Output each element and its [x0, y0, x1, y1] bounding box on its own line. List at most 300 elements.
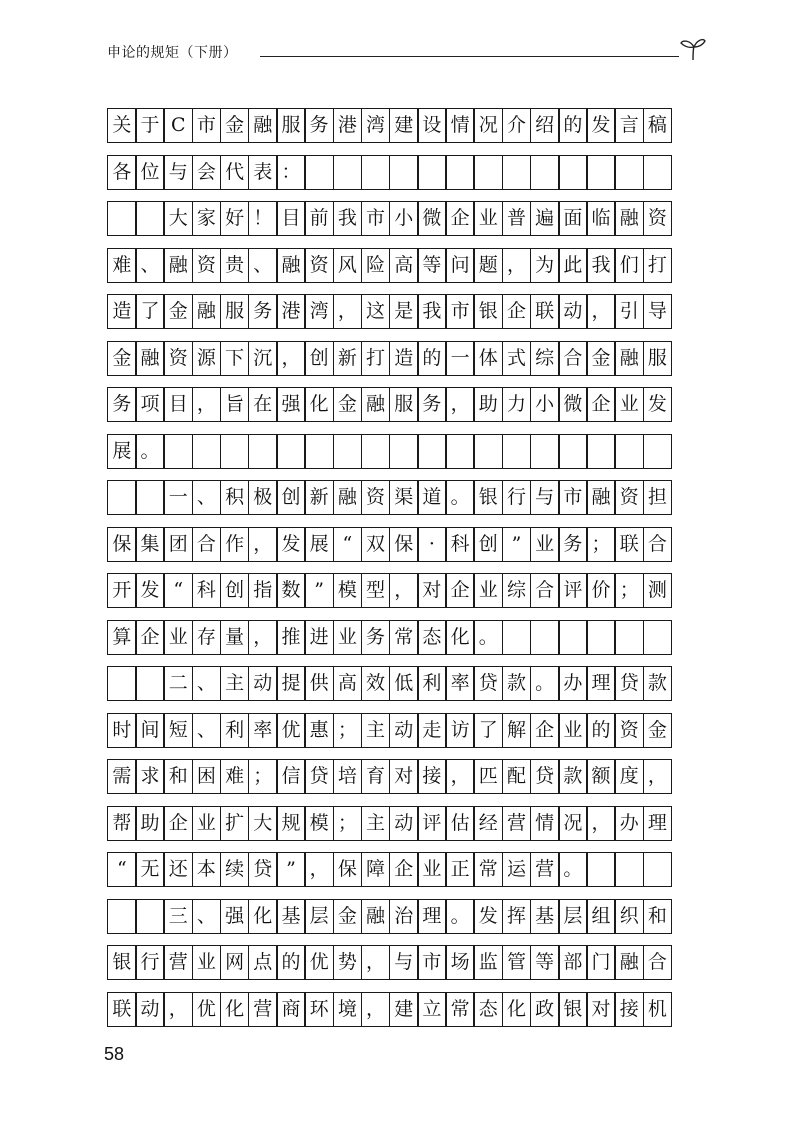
grid-cell: 了	[473, 713, 503, 748]
grid-cell: 双	[361, 527, 391, 562]
grid-cell: 合	[530, 573, 560, 608]
grid-cell: ；	[614, 573, 644, 608]
grid-cell: 对	[417, 573, 447, 608]
grid-cell: 企	[135, 620, 165, 655]
grid-cell: 量	[220, 620, 250, 655]
grid-cell	[304, 434, 334, 469]
grid-cell: 业	[558, 713, 588, 748]
grid-cell: 企	[586, 387, 616, 422]
grid-cell: 化	[445, 620, 475, 655]
grid-cell	[586, 155, 616, 190]
grid-cell: 小	[389, 201, 419, 236]
grid-cell: 与	[530, 480, 560, 515]
grid-cell: 需	[107, 759, 137, 794]
grid-cell: 效	[361, 666, 391, 701]
grid-cell: ，	[445, 387, 475, 422]
grid-row	[107, 201, 701, 238]
grid-cell: ，	[502, 248, 532, 283]
grid-cell: 业	[417, 852, 447, 887]
grid-cell: 新	[333, 341, 363, 376]
grid-cell: 联	[614, 527, 644, 562]
grid-cell: 二	[163, 666, 193, 701]
grid-row	[107, 248, 701, 285]
grid-cell: 渠	[389, 480, 419, 515]
grid-cell: 面	[558, 201, 588, 236]
grid-cell: 港	[276, 294, 306, 329]
grid-cell: 银	[473, 480, 503, 515]
grid-cell: ，	[643, 759, 673, 794]
grid-row	[107, 434, 701, 471]
grid-row	[107, 806, 701, 843]
grid-cell: 扩	[220, 806, 250, 841]
grid-cell: 银	[473, 294, 503, 329]
grid-cell: 融	[248, 108, 278, 143]
grid-cell: 、	[192, 899, 222, 934]
grid-cell: 表	[248, 155, 278, 190]
grid-cell: 进	[304, 620, 334, 655]
grid-cell: 本	[192, 852, 222, 887]
grid-cell: 贷	[530, 759, 560, 794]
grid-cell: 困	[192, 759, 222, 794]
grid-cell: ；	[333, 806, 363, 841]
grid-cell: 贵	[220, 248, 250, 283]
grid-cell: 展	[304, 527, 334, 562]
grid-cell: 门	[586, 945, 616, 980]
grid-cell: 融	[192, 294, 222, 329]
grid-cell: 银	[558, 992, 588, 1027]
grid-cell: 情	[530, 806, 560, 841]
grid-cell	[304, 155, 334, 190]
grid-cell: 言	[614, 108, 644, 143]
grid-cell: 部	[558, 945, 588, 980]
grid-cell	[614, 155, 644, 190]
grid-cell: 信	[276, 759, 306, 794]
grid-cell: 境	[333, 992, 363, 1027]
grid-cell	[389, 155, 419, 190]
grid-cell: 基	[276, 899, 306, 934]
grid-cell: 行	[135, 945, 165, 980]
grid-cell	[361, 155, 391, 190]
grid-cell	[473, 155, 503, 190]
grid-cell: 高	[389, 248, 419, 283]
grid-cell: 金	[333, 899, 363, 934]
grid-cell: 贷	[473, 666, 503, 701]
grid-cell: 创	[220, 573, 250, 608]
grid-cell: 遍	[530, 201, 560, 236]
grid-cell	[248, 434, 278, 469]
grid-cell: 建	[389, 992, 419, 1027]
grid-cell: ，	[361, 992, 391, 1027]
grid-cell	[135, 899, 165, 934]
grid-cell: 综	[530, 341, 560, 376]
grid-cell	[445, 155, 475, 190]
grid-cell: 化	[220, 992, 250, 1027]
grid-cell: 市	[361, 201, 391, 236]
grid-cell: 金	[220, 108, 250, 143]
grid-cell: ”	[276, 852, 306, 887]
grid-cell	[558, 434, 588, 469]
grid-cell: “	[333, 527, 363, 562]
grid-row	[107, 620, 701, 657]
grid-cell	[643, 434, 673, 469]
grid-cell: 治	[389, 899, 419, 934]
grid-cell	[135, 201, 165, 236]
grid-cell: 为	[530, 248, 560, 283]
grid-cell	[389, 434, 419, 469]
grid-cell: 科	[192, 573, 222, 608]
page-number: 58	[104, 1044, 125, 1064]
grid-cell: 临	[586, 201, 616, 236]
grid-cell: 模	[333, 573, 363, 608]
grid-cell: 金	[107, 341, 137, 376]
grid-cell: ，	[248, 527, 278, 562]
grid-cell: 企	[502, 294, 532, 329]
grid-cell: 织	[614, 899, 644, 934]
grid-cell: 务	[304, 108, 334, 143]
grid-cell: 科	[445, 527, 475, 562]
grid-cell: 价	[586, 573, 616, 608]
grid-cell	[586, 852, 616, 887]
grid-cell: 金	[643, 713, 673, 748]
grid-cell: 度	[614, 759, 644, 794]
grid-cell	[614, 852, 644, 887]
grid-cell: 融	[135, 341, 165, 376]
grid-cell: 业	[530, 527, 560, 562]
grid-cell: 保	[107, 527, 137, 562]
grid-cell: 银	[107, 945, 137, 980]
grid-cell: 融	[163, 248, 193, 283]
grid-cell: 营	[163, 945, 193, 980]
grid-cell	[107, 480, 137, 515]
grid-cell: 接	[614, 992, 644, 1027]
grid-cell: 管	[502, 945, 532, 980]
grid-cell: 务	[361, 620, 391, 655]
grid-cell: 合	[643, 945, 673, 980]
grid-cell: 难	[107, 248, 137, 283]
grid-cell: 打	[361, 341, 391, 376]
grid-cell: 发	[643, 387, 673, 422]
grid-cell: 营	[502, 806, 532, 841]
grid-cell: 我	[333, 201, 363, 236]
grid-cell: 难	[220, 759, 250, 794]
grid-cell: 市	[558, 480, 588, 515]
grid-cell: 立	[417, 992, 447, 1027]
grid-cell: 供	[304, 666, 334, 701]
grid-cell: 积	[220, 480, 250, 515]
grid-cell: 存	[192, 620, 222, 655]
grid-cell	[502, 434, 532, 469]
grid-cell: 设	[417, 108, 447, 143]
grid-cell: 化	[502, 992, 532, 1027]
grid-cell	[163, 434, 193, 469]
grid-cell: 旨	[220, 387, 250, 422]
grid-cell: 极	[248, 480, 278, 515]
grid-cell: 险	[361, 248, 391, 283]
grid-cell: 我	[586, 248, 616, 283]
grid-cell	[445, 434, 475, 469]
grid-cell: 化	[304, 387, 334, 422]
grid-row	[107, 155, 701, 192]
grid-cell: 担	[643, 480, 673, 515]
grid-cell: 续	[220, 852, 250, 887]
grid-cell	[107, 201, 137, 236]
grid-cell: ；	[586, 527, 616, 562]
grid-cell: 目	[163, 387, 193, 422]
grid-cell	[107, 666, 137, 701]
grid-cell: 业	[473, 573, 503, 608]
grid-cell: 的	[417, 341, 447, 376]
grid-cell: 访	[445, 713, 475, 748]
grid-cell: 强	[276, 387, 306, 422]
grid-cell: 动	[389, 713, 419, 748]
grid-cell: 基	[530, 899, 560, 934]
grid-cell: 融	[361, 899, 391, 934]
grid-cell: 模	[304, 806, 334, 841]
grid-cell: 我	[417, 294, 447, 329]
grid-row	[107, 992, 701, 1029]
grid-cell: 湾	[361, 108, 391, 143]
grid-cell: ，	[586, 294, 616, 329]
grid-cell: 导	[643, 294, 673, 329]
grid-cell: 融	[614, 341, 644, 376]
grid-cell: 联	[530, 294, 560, 329]
grid-cell: 惠	[304, 713, 334, 748]
grid-cell: ，	[389, 573, 419, 608]
grid-cell: 的	[558, 108, 588, 143]
grid-cell: ，	[248, 620, 278, 655]
grid-row	[107, 573, 701, 610]
grid-cell: 态	[473, 992, 503, 1027]
grid-cell	[643, 852, 673, 887]
grid-cell: 下	[220, 341, 250, 376]
grid-cell: 还	[163, 852, 193, 887]
grid-cell: 力	[502, 387, 532, 422]
grid-cell: 层	[304, 899, 334, 934]
grid-cell: 短	[163, 713, 193, 748]
grid-cell: 走	[417, 713, 447, 748]
grid-cell: ：	[276, 155, 306, 190]
grid-cell: 发	[586, 108, 616, 143]
grid-cell: 。	[135, 434, 165, 469]
grid-cell: 帮	[107, 806, 137, 841]
grid-cell: 介	[502, 108, 532, 143]
grid-cell: ！	[248, 201, 278, 236]
grid-cell: 与	[389, 945, 419, 980]
grid-cell: 资	[163, 341, 193, 376]
grid-cell: 优	[304, 945, 334, 980]
grid-cell: 融	[586, 480, 616, 515]
grid-cell: 业	[614, 387, 644, 422]
grid-row	[107, 759, 701, 796]
grid-cell: 利	[220, 713, 250, 748]
grid-cell: 环	[304, 992, 334, 1027]
grid-cell: 资	[614, 713, 644, 748]
grid-cell: 绍	[530, 108, 560, 143]
grid-cell: 代	[220, 155, 250, 190]
grid-cell: 接	[417, 759, 447, 794]
grid-cell: 、	[192, 666, 222, 701]
grid-cell: 微	[417, 201, 447, 236]
grid-cell: 机	[643, 992, 673, 1027]
grid-cell: ”	[304, 573, 334, 608]
grid-cell: 。	[530, 666, 560, 701]
grid-cell: 大	[163, 201, 193, 236]
grid-cell: 服	[276, 108, 306, 143]
grid-cell: 服	[220, 294, 250, 329]
grid-cell	[614, 620, 644, 655]
grid-cell: 团	[163, 527, 193, 562]
grid-cell: 培	[333, 759, 363, 794]
grid-cell: 款	[502, 666, 532, 701]
grid-cell: 融	[614, 201, 644, 236]
grid-cell: 点	[248, 945, 278, 980]
grid-cell	[502, 620, 532, 655]
grid-cell: 道	[417, 480, 447, 515]
grid-cell: 款	[643, 666, 673, 701]
grid-cell: 强	[220, 899, 250, 934]
grid-cell: 常	[473, 852, 503, 887]
grid-cell: 金	[163, 294, 193, 329]
grid-cell: 资	[614, 480, 644, 515]
grid-cell: 常	[445, 992, 475, 1027]
grid-cell: 行	[502, 480, 532, 515]
grid-cell: 联	[107, 992, 137, 1027]
grid-cell: 创	[276, 480, 306, 515]
grid-cell: 好	[220, 201, 250, 236]
grid-cell: 况	[558, 806, 588, 841]
grid-cell: 障	[361, 852, 391, 887]
grid-cell: 问	[445, 248, 475, 283]
grid-cell: 主	[220, 666, 250, 701]
grid-cell: 务	[417, 387, 447, 422]
grid-cell: “	[107, 852, 137, 887]
grid-cell: 。	[445, 480, 475, 515]
grid-cell	[276, 434, 306, 469]
grid-cell: 融	[276, 248, 306, 283]
grid-cell	[558, 155, 588, 190]
grid-cell: 势	[333, 945, 363, 980]
grid-cell: 估	[445, 806, 475, 841]
grid-cell: 服	[643, 341, 673, 376]
grid-row	[107, 899, 701, 936]
grid-cell: 主	[361, 806, 391, 841]
grid-row	[107, 480, 701, 517]
grid-cell	[135, 666, 165, 701]
grid-cell	[192, 434, 222, 469]
grid-cell: 企	[530, 713, 560, 748]
grid-cell: 湾	[304, 294, 334, 329]
grid-cell: 解	[502, 713, 532, 748]
grid-cell: 和	[643, 899, 673, 934]
grid-cell: 层	[558, 899, 588, 934]
grid-cell: 风	[333, 248, 363, 283]
grid-cell: 挥	[502, 899, 532, 934]
grid-cell: 动	[135, 992, 165, 1027]
grid-cell: C	[163, 108, 193, 143]
grid-cell: 了	[135, 294, 165, 329]
grid-cell: 推	[276, 620, 306, 655]
grid-cell: 动	[558, 294, 588, 329]
grid-cell: 、	[248, 248, 278, 283]
grid-cell: ；	[333, 713, 363, 748]
grid-cell: 业	[192, 806, 222, 841]
grid-cell: 的	[586, 713, 616, 748]
grid-cell: 规	[276, 806, 306, 841]
grid-cell: 商	[276, 992, 306, 1027]
grid-row	[107, 527, 701, 564]
grid-cell: 数	[276, 573, 306, 608]
grid-cell: 求	[135, 759, 165, 794]
grid-cell: ”	[502, 527, 532, 562]
grid-cell: 。	[473, 620, 503, 655]
grid-cell: 港	[333, 108, 363, 143]
grid-cell: 企	[389, 852, 419, 887]
grid-cell	[107, 899, 137, 934]
grid-cell: 办	[614, 806, 644, 841]
grid-cell: ，	[361, 945, 391, 980]
grid-cell: 。	[445, 899, 475, 934]
grid-cell: 保	[333, 852, 363, 887]
grid-cell: 等	[417, 248, 447, 283]
grid-cell: ；	[248, 759, 278, 794]
grid-cell: ，	[333, 294, 363, 329]
grid-cell: 优	[276, 713, 306, 748]
grid-cell: 营	[248, 992, 278, 1027]
page-header	[107, 36, 707, 66]
grid-cell: 开	[107, 573, 137, 608]
grid-cell: 助	[135, 806, 165, 841]
grid-cell: 时	[107, 713, 137, 748]
grid-cell: 组	[586, 899, 616, 934]
grid-cell: 企	[445, 201, 475, 236]
grid-cell: 企	[163, 806, 193, 841]
grid-cell: 办	[558, 666, 588, 701]
grid-cell: 的	[276, 945, 306, 980]
grid-cell: 业	[333, 620, 363, 655]
grid-cell: 等	[530, 945, 560, 980]
grid-cell: 贷	[248, 852, 278, 887]
grid-cell: 大	[248, 806, 278, 841]
grid-cell: 常	[389, 620, 419, 655]
grid-cell: 普	[502, 201, 532, 236]
grid-cell: 市	[417, 945, 447, 980]
grid-row	[107, 852, 701, 889]
grid-cell	[220, 434, 250, 469]
grid-cell: 前	[304, 201, 334, 236]
grid-cell: 发	[135, 573, 165, 608]
grid-cell	[417, 155, 447, 190]
grid-cell	[502, 155, 532, 190]
grid-cell: 发	[473, 899, 503, 934]
grid-cell: 网	[220, 945, 250, 980]
grid-cell: 动	[389, 806, 419, 841]
grid-cell	[530, 620, 560, 655]
grid-cell: 业	[473, 201, 503, 236]
grid-cell: 监	[473, 945, 503, 980]
grid-row	[107, 341, 701, 378]
grid-cell: 评	[417, 806, 447, 841]
grid-cell: 金	[333, 387, 363, 422]
grid-cell	[530, 434, 560, 469]
grid-cell: 匹	[473, 759, 503, 794]
sprout-icon	[679, 36, 707, 62]
grid-cell: 体	[473, 341, 503, 376]
grid-cell	[586, 434, 616, 469]
grid-cell: ，	[586, 806, 616, 841]
grid-cell: 业	[192, 945, 222, 980]
header-rule	[260, 56, 679, 57]
grid-cell: 综	[502, 573, 532, 608]
